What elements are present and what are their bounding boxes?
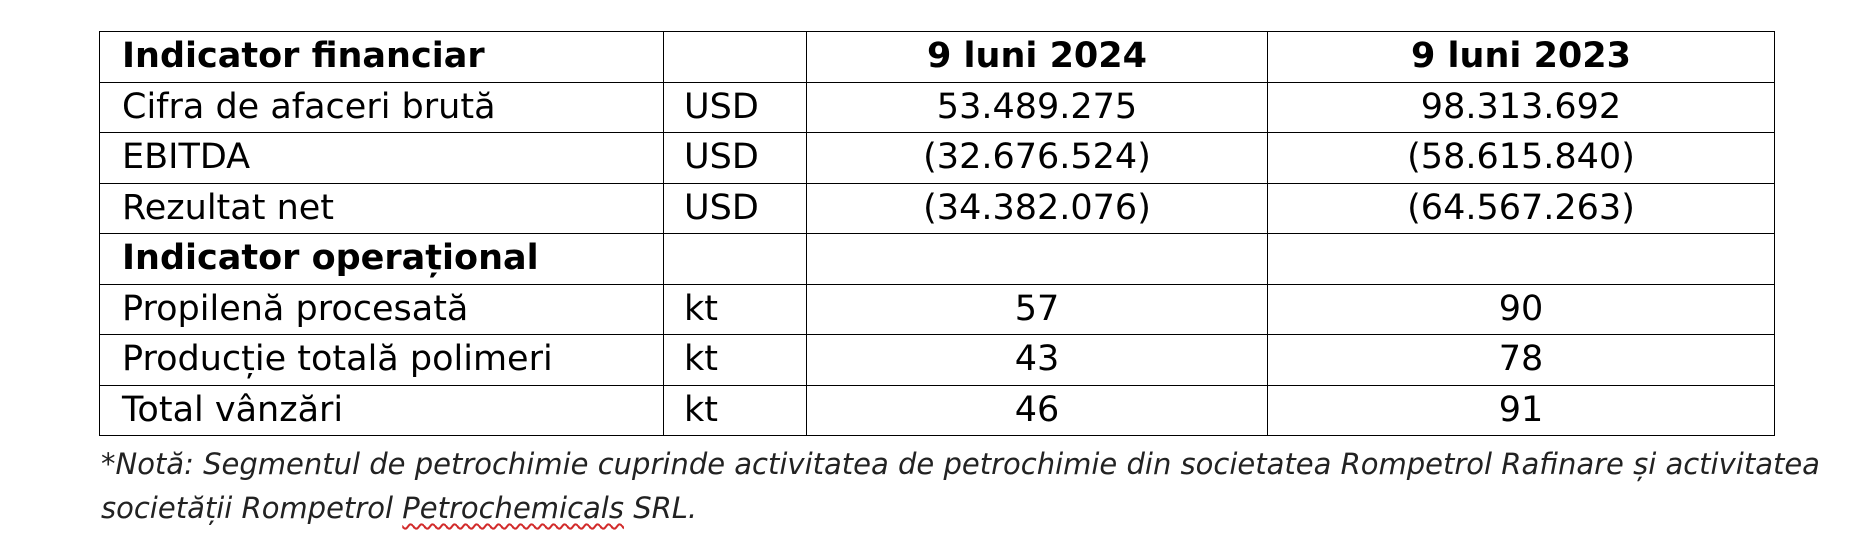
table-row [100, 385, 1775, 436]
row-unit: USD [664, 183, 807, 234]
row-label: EBITDA [100, 133, 664, 184]
header-indicator-financiar: Indicator financiar [100, 32, 664, 83]
row-unit: USD [664, 133, 807, 184]
table-row [100, 335, 1775, 386]
table-row [100, 183, 1775, 234]
row-unit: kt [664, 385, 807, 436]
footnote [99, 442, 1820, 530]
header-9-luni-2024: 9 luni 2024 [807, 32, 1268, 83]
table-row [100, 133, 1775, 184]
row-value-2024: 43 [807, 335, 1268, 386]
row-unit: USD [664, 82, 807, 133]
section-header-empty-cell [664, 234, 807, 285]
row-unit: kt [664, 284, 807, 335]
row-value-2024: 46 [807, 385, 1268, 436]
table-row [100, 82, 1775, 133]
row-label: Total vânzări [100, 385, 664, 436]
header-unit [664, 32, 807, 83]
header-9-luni-2023: 9 luni 2023 [1268, 32, 1775, 83]
section-header-empty-cell [807, 234, 1268, 285]
footnote-line-2-start: societății Rompetrol [101, 491, 403, 525]
row-unit: kt [664, 335, 807, 386]
row-value-2023: 90 [1268, 284, 1775, 335]
table-header-row [100, 32, 1775, 83]
document [99, 31, 1820, 530]
section-header-indicator-operational: Indicator operațional [100, 234, 664, 285]
row-value-2024: 53.489.275 [807, 82, 1268, 133]
table-row [100, 284, 1775, 335]
row-value-2024: (32.676.524) [807, 133, 1268, 184]
row-value-2023: 91 [1268, 385, 1775, 436]
row-label: Propilenă procesată [100, 284, 664, 335]
section-header-empty-cell [1268, 234, 1775, 285]
spellcheck-flagged-word[interactable]: Petrochemicals [402, 491, 624, 525]
row-value-2023: (58.615.840) [1268, 133, 1775, 184]
row-value-2024: (34.382.076) [807, 183, 1268, 234]
financial-indicators-table [99, 31, 1775, 436]
row-value-2023: 78 [1268, 335, 1775, 386]
section-header-row [100, 234, 1775, 285]
row-label: Producție totală polimeri [100, 335, 664, 386]
footnote-line-2 [101, 486, 1774, 530]
footnote-line-2-end: SRL. [623, 491, 698, 525]
row-value-2024: 57 [807, 284, 1268, 335]
row-value-2023: 98.313.692 [1268, 82, 1775, 133]
row-value-2023: (64.567.263) [1268, 183, 1775, 234]
row-label: Rezultat net [100, 183, 664, 234]
row-label: Cifra de afaceri brută [100, 82, 664, 133]
footnote-line-1: *Notă: Segmentul de petrochimie cuprinde activitatea de petrochimie din societatea Rompetrol Rafinare și activitatea [101, 447, 1820, 481]
